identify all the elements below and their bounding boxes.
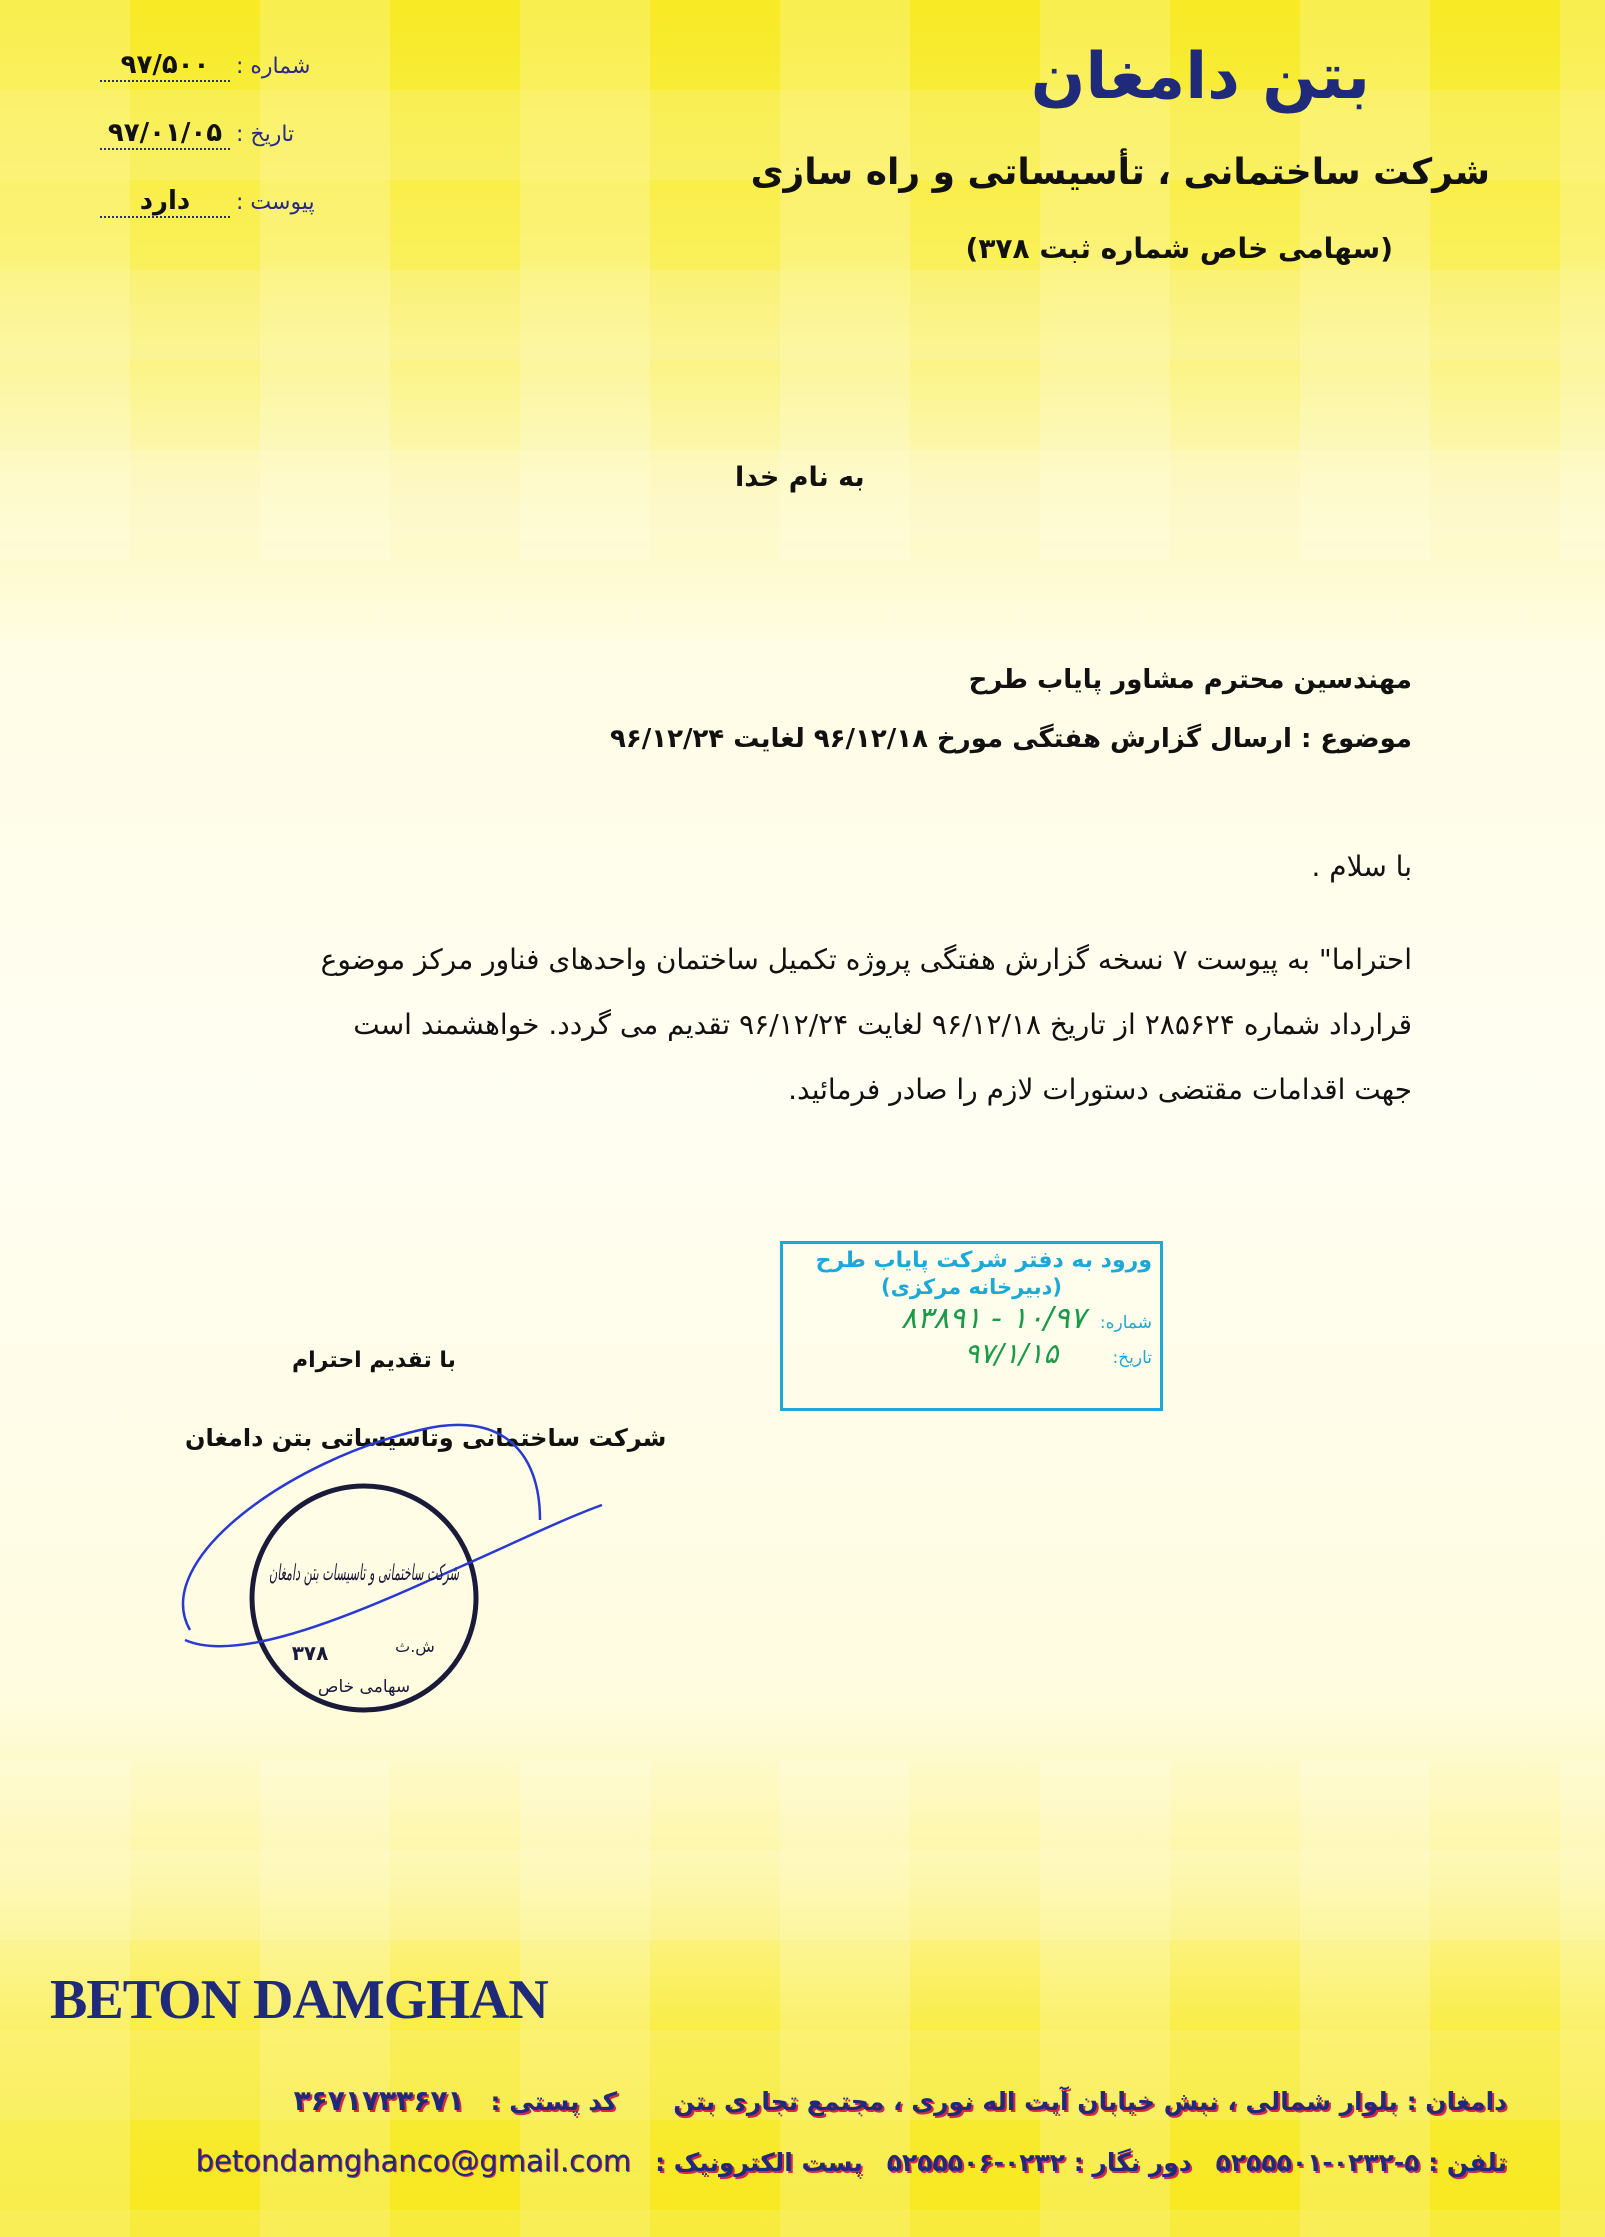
letter-number-field <box>100 50 310 82</box>
stamp-number-value: ۱۰/۹۷ - ۸۳۸۹۱ <box>900 1301 1086 1336</box>
stamp-line2: (دبیرخانه مرکزی) <box>880 1275 1063 1299</box>
seal-type: سهامی خاص <box>317 1677 411 1697</box>
seal-reg-number: ۳۷۸ <box>291 1641 329 1665</box>
field-value: دارد <box>100 186 230 218</box>
field-value: ۹۷/۰۱/۰۵ <box>100 118 230 150</box>
body-line: قرارداد شماره ۲۸۵۶۲۴ از تاریخ ۹۶/۱۲/۱۸ لغایت ۹۶/۱۲/۲۴ تقدیم می گردد. خواهشمند است <box>353 1008 1412 1041</box>
stamp-date-row <box>791 1337 1152 1371</box>
registration-line: (سهامی خاص شماره ثبت ۳۷۸) <box>965 232 1393 265</box>
stamp-number-row <box>791 1301 1152 1337</box>
addressee: مهندسین محترم مشاور پایاب طرح <box>968 665 1412 695</box>
footer-fax: دور نگار : ۰۲۳۲-۵۲۵۵۵۰۶ <box>886 2148 1192 2177</box>
field-label: پیوست : <box>236 190 315 215</box>
footer-email-label: پست الکترونیک : <box>655 2148 863 2177</box>
field-label: شماره : <box>236 54 311 79</box>
brand-title-fa: بتن دامغان <box>1030 40 1370 114</box>
attachment-field <box>100 186 315 218</box>
footer-phone: تلفن : ۵-۰۲۳۲-۵۲۵۵۵۰۱ <box>1215 2148 1507 2177</box>
seal-text: شرکت ساختمانی و تاسیسات بتن دامغان <box>269 1561 460 1586</box>
signatory: شرکت ساختمانی وتاسیساتی بتن دامغان <box>185 1424 667 1452</box>
stamp-date-value: ۹۷/۱/۱۵ <box>964 1337 1059 1370</box>
receipt-stamp <box>780 1241 1163 1411</box>
stamp-line2-row <box>791 1275 1152 1299</box>
body-line: احتراما" به پیوست ۷ نسخه گزارش هفتگی پروژه تکمیل ساختمان واحدهای فناور مرکز موضوع <box>320 943 1412 976</box>
footer-address-row <box>294 2084 1507 2117</box>
stamp-number-label: شماره: <box>1099 1313 1152 1333</box>
company-subtitle: شرکت ساختمانی ، تأسیساتی و راه سازی <box>750 152 1490 193</box>
field-label: تاریخ : <box>236 122 295 147</box>
company-seal <box>170 1390 630 1720</box>
footer-email[interactable]: betondamghanco@gmail.com <box>195 2144 632 2178</box>
body-line: جهت اقدامات مقتضی دستورات لازم را صادر فرمائید. <box>788 1073 1412 1106</box>
signature-loop <box>183 1425 540 1630</box>
stamp-line1: ورود به دفتر شرکت پایاب طرح <box>815 1248 1152 1273</box>
letter-date-field <box>100 118 294 150</box>
greeting: با سلام . <box>1311 850 1412 883</box>
footer-contact-row <box>196 2144 1507 2178</box>
footer-postal-label: کد پستی : <box>490 2087 618 2116</box>
basmala: به نام خدا <box>735 462 865 493</box>
footer-address: دامغان : بلوار شمالی ، نبش خیابان آیت اله نوری ، مجتمع تجاری بتن <box>673 2087 1507 2116</box>
brand-title-en: BETON DAMGHAN <box>50 1969 548 2031</box>
stamp-line1-row <box>791 1248 1152 1273</box>
seal-reg-label: ش.ث <box>395 1637 435 1656</box>
closing: با تقدیم احترام <box>292 1348 456 1373</box>
footer-postal-code: ۳۶۷۱۷۳۳۶۷۱ <box>293 2084 465 2117</box>
stamp-date-label: تاریخ: <box>1112 1348 1152 1368</box>
field-value: ۹۷/۵۰۰ <box>100 50 230 82</box>
subject-line: موضوع : ارسال گزارش هفتگی مورخ ۹۶/۱۲/۱۸ لغایت ۹۶/۱۲/۲۴ <box>609 724 1412 754</box>
